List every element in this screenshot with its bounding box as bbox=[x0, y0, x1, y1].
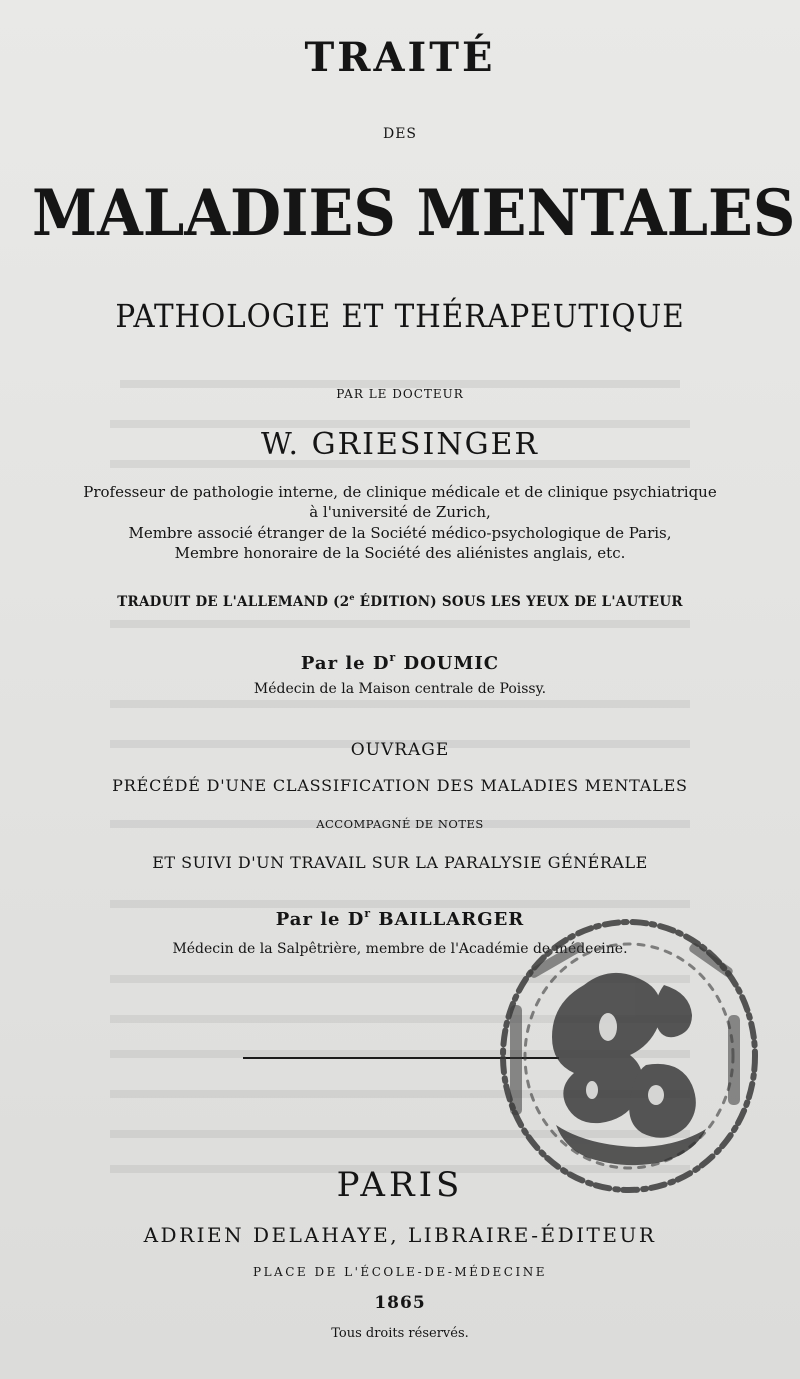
translator-sup: r bbox=[389, 651, 397, 664]
author-affiliation: Membre honoraire de la Société des aliénistes anglais, etc. bbox=[174, 544, 626, 562]
preceded-by: PRÉCÉDÉ D'UNE CLASSIFICATION DES MALADIES MENTALES bbox=[112, 776, 688, 795]
contributor-sup: r bbox=[364, 907, 372, 920]
contributor-surname: BAILLARGER bbox=[371, 909, 525, 930]
translation-note-before: TRADUIT DE L'ALLEMAND (2 bbox=[117, 594, 350, 610]
title-line-traite: TRAITÉ bbox=[304, 34, 496, 81]
author-name: W. GRIESINGER bbox=[260, 427, 540, 462]
library-stamp-icon bbox=[496, 915, 762, 1197]
followed-by: ET SUIVI D'UN TRAVAIL SUR LA PARALYSIE GÉNÉRALE bbox=[152, 853, 648, 872]
translator-surname: DOUMIC bbox=[396, 653, 500, 674]
translator-prefix: Par le D bbox=[300, 653, 390, 674]
translator-name bbox=[0, 651, 800, 674]
translation-note bbox=[16, 592, 784, 610]
author-affiliation: à l'université de Zurich, bbox=[309, 503, 491, 521]
author-affiliation: Professeur de pathologie interne, de clinique médicale et de clinique psychiatrique bbox=[83, 483, 717, 501]
publication-year: 1865 bbox=[374, 1293, 426, 1313]
translation-note-sup: e bbox=[349, 592, 355, 602]
contributor-role: Médecin de la Salpêtrière, membre de l'Académie de médecine. bbox=[172, 941, 628, 957]
accompanied-by: ACCOMPAGNÉ DE NOTES bbox=[316, 817, 484, 831]
rights-notice: Tous droits réservés. bbox=[331, 1326, 469, 1341]
subtitle: PATHOLOGIE ET THÉRAPEUTIQUE bbox=[115, 297, 685, 335]
publisher: ADRIEN DELAHAYE, LIBRAIRE-ÉDITEUR bbox=[143, 1223, 657, 1247]
title-line-des: DES bbox=[382, 126, 418, 142]
translation-note-after: ÉDITION) SOUS LES YEUX DE L'AUTEUR bbox=[354, 594, 683, 610]
by-doctor-label: PAR LE DOCTEUR bbox=[336, 387, 464, 401]
translator-role: Médecin de la Maison centrale de Poissy. bbox=[253, 681, 547, 697]
publisher-address: PLACE DE L'ÉCOLE-DE-MÉDECINE bbox=[253, 1265, 547, 1279]
author-affiliation: Membre associé étranger de la Société médico-psychologique de Paris, bbox=[128, 524, 672, 542]
city: PARIS bbox=[336, 1165, 464, 1205]
contributor-prefix: Par le D bbox=[275, 909, 365, 930]
title-line-maladies-mentales: MALADIES MENTALES bbox=[32, 176, 796, 251]
work-label: OUVRAGE bbox=[350, 740, 450, 760]
